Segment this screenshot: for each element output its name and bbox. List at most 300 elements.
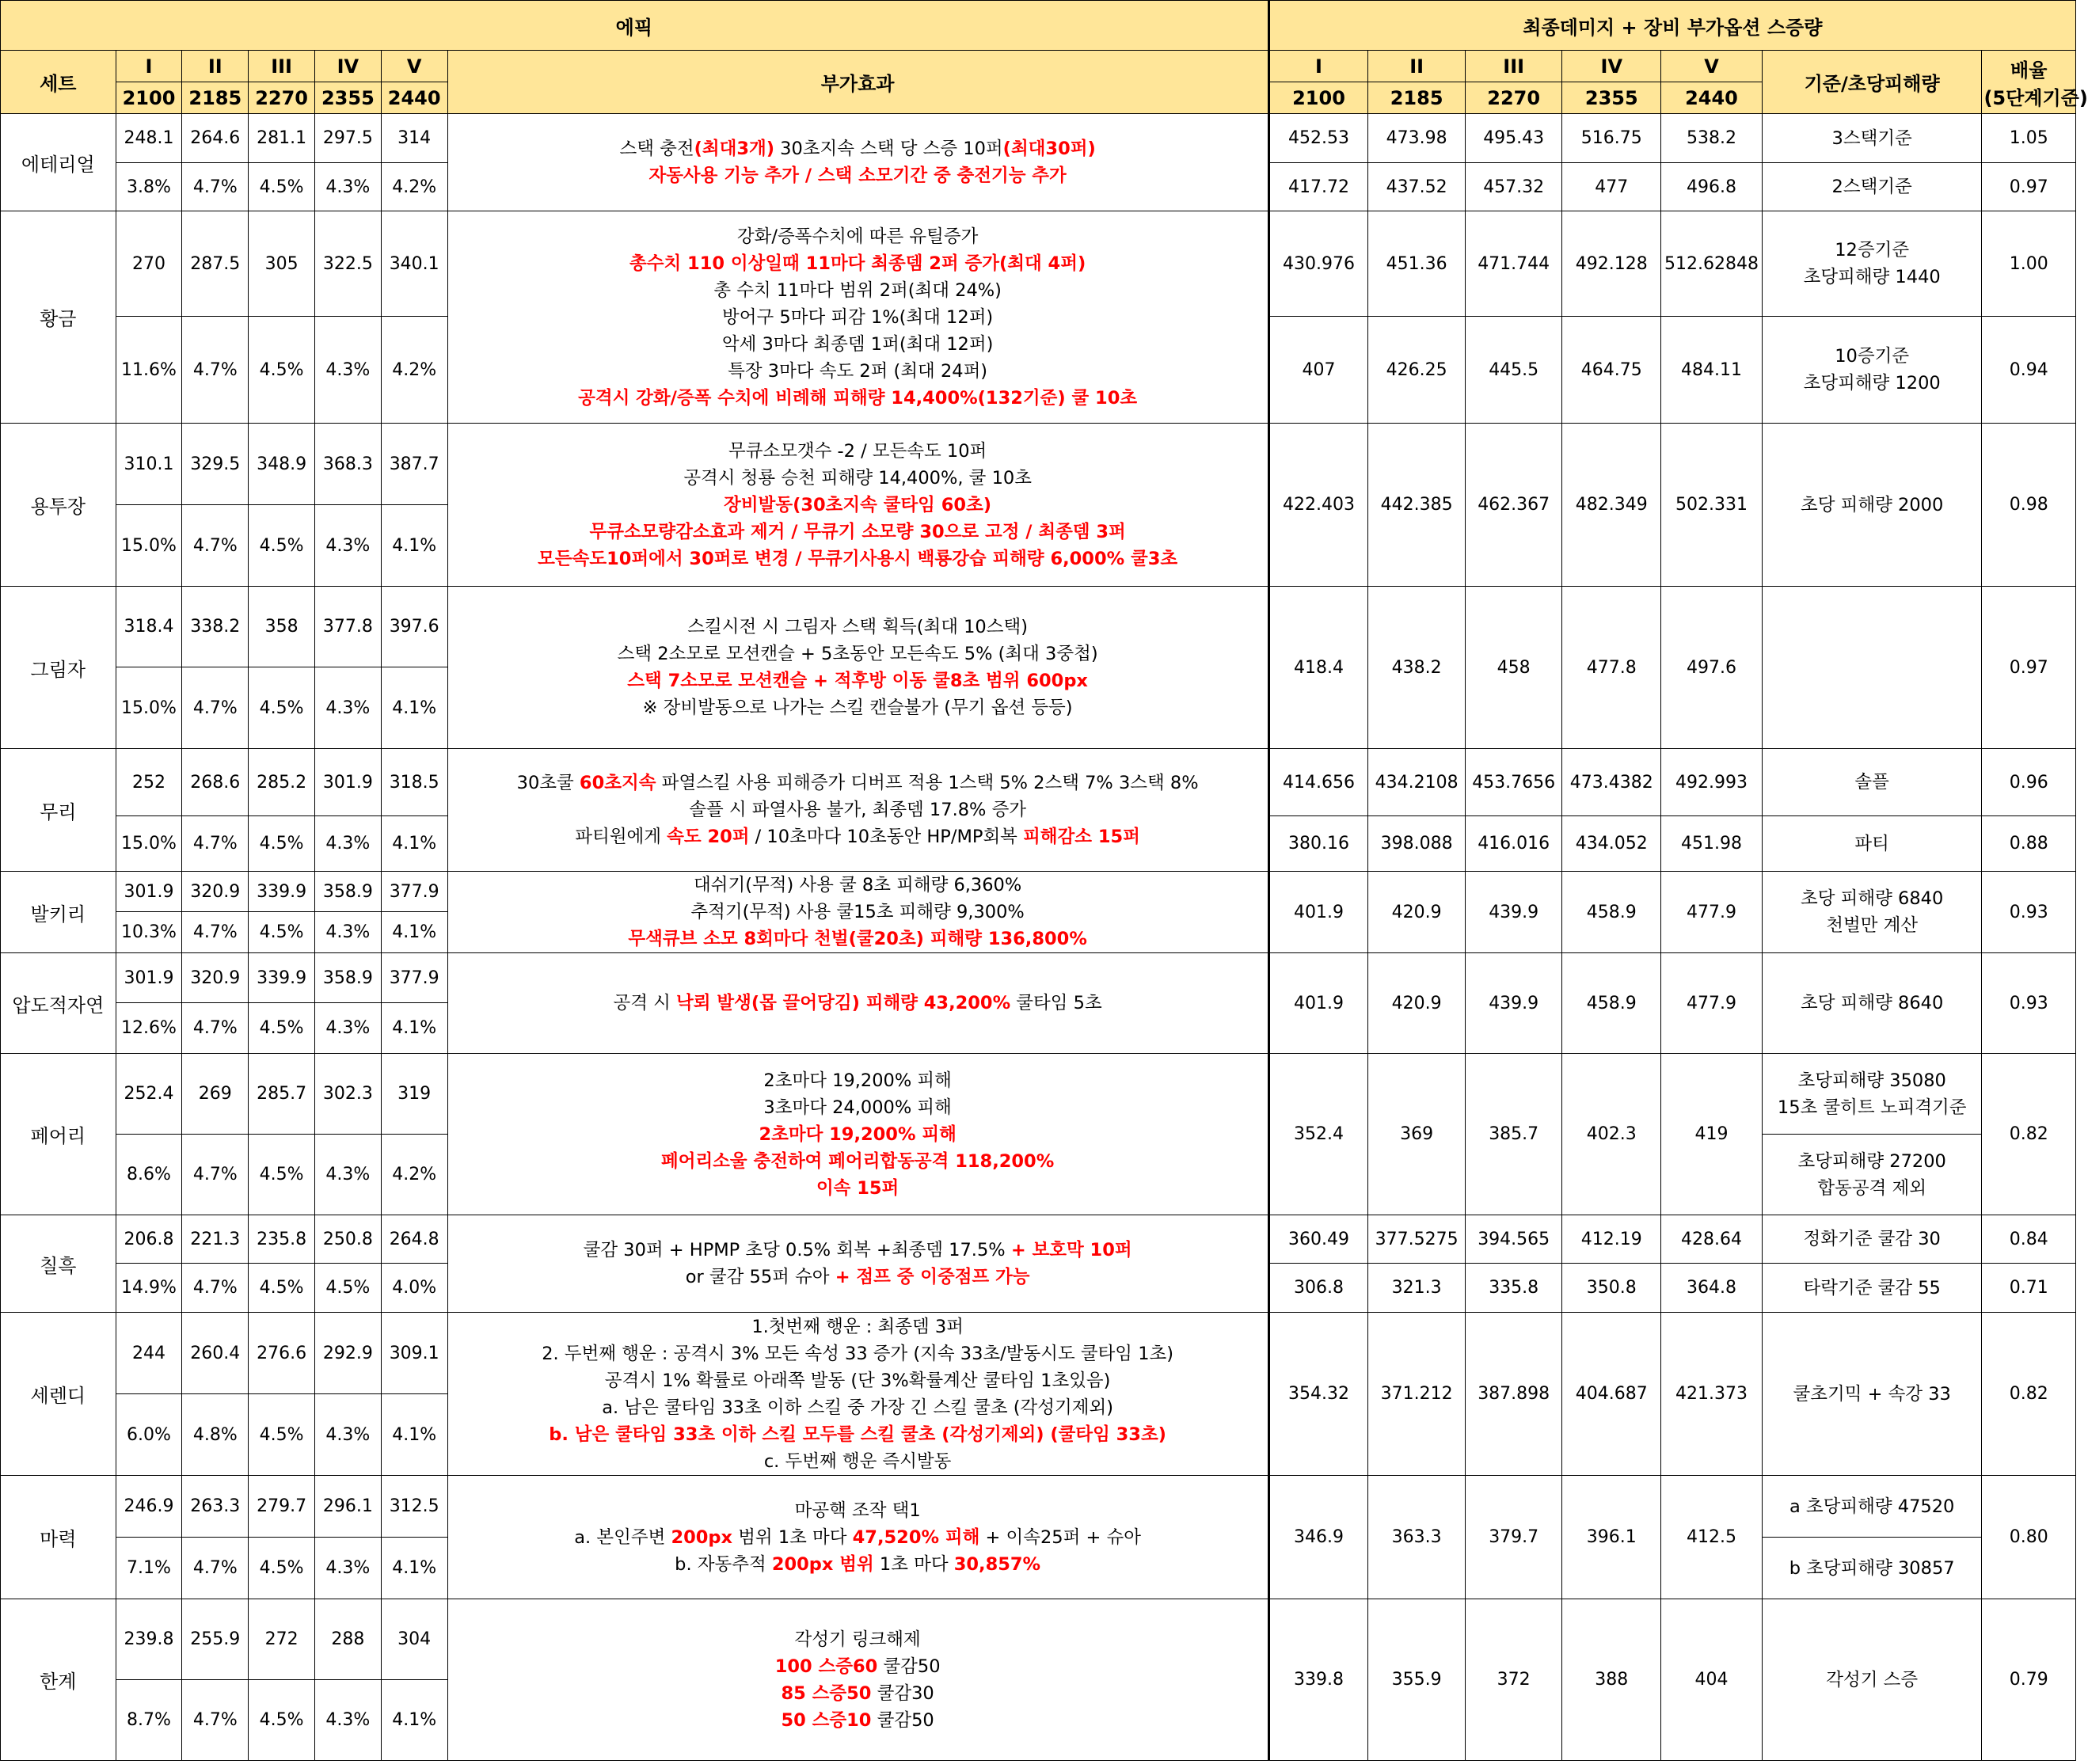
- set-name: 그림자: [1, 587, 116, 749]
- effect-line: [450, 546, 1266, 572]
- epic-value: 263.3: [182, 1476, 249, 1538]
- effect-highlight: 스택 7소모로 모션캔슬 + 적후방 이동 쿨8초 범위 600px: [627, 671, 1088, 691]
- set-name: 황금: [1, 211, 116, 424]
- set-row: [1, 1313, 2076, 1394]
- epic-value: 288: [314, 1599, 381, 1680]
- basis-line: 정화기준 쿨감 30: [1803, 1229, 1941, 1249]
- basis-line: 각성기 스증: [1826, 1669, 1919, 1690]
- basis-line: a 초당피해량 47520: [1789, 1496, 1955, 1517]
- effect-highlight: + 보호막 10퍼: [1010, 1240, 1132, 1260]
- final-value: 372: [1465, 1599, 1562, 1761]
- final-value: 451.36: [1368, 211, 1466, 317]
- final-value: 385.7: [1465, 1054, 1562, 1215]
- effect-text: 대쉬기(무적) 사용 쿨 8초 피해량 6,360%: [694, 875, 1022, 895]
- effect-text: 특장 3마다 속도 2퍼 (최대 24퍼): [728, 360, 988, 382]
- final-value: 418.4: [1268, 587, 1368, 749]
- final-value: 401.9: [1268, 953, 1368, 1054]
- set-name: 발키리: [1, 872, 116, 953]
- basis-line: 파티: [1854, 833, 1889, 854]
- epic-value: 304: [381, 1599, 447, 1680]
- epic-percent: 4.1%: [381, 1538, 447, 1599]
- epic-value: 348.9: [249, 424, 315, 505]
- epic-percent: 11.6%: [116, 317, 182, 424]
- epic-value: 339.9: [249, 872, 315, 912]
- effect-line: [450, 438, 1266, 465]
- effect-line: [450, 277, 1266, 304]
- effect-highlight: b. 남은 쿨타임 33초 이하 스킬 모두를 스킬 쿨초 (각성기제외) (쿨타임 33초): [549, 1424, 1166, 1445]
- effect-highlight: 페어리소울 충전하여 페어리합동공격 118,200%: [660, 1150, 1055, 1172]
- effect-highlight: 낙뢰 발생(몹 끌어당김) 피해량 43,200%: [676, 993, 1011, 1013]
- epic-value: 318.5: [381, 749, 447, 816]
- basis-line: 2스택기준: [1831, 177, 1912, 197]
- effect-line: [450, 223, 1266, 250]
- epic-value: 310.1: [116, 424, 182, 505]
- final-value: 458.9: [1562, 872, 1661, 953]
- epic-level-value: 2355: [314, 82, 381, 114]
- basis-cell: [1762, 872, 1982, 953]
- epic-value: 319: [381, 1054, 447, 1135]
- effect-highlight: 2초마다 19,200% 피해: [759, 1123, 957, 1145]
- effect-line: [450, 614, 1266, 641]
- final-value: 420.9: [1368, 953, 1466, 1054]
- basis-cell: [1762, 953, 1982, 1054]
- epic-value: 269: [182, 1054, 249, 1135]
- epic-value: 248.1: [116, 114, 182, 163]
- effect-text: 스택 2소모로 모션캔슬 + 5초동안 모든속도 5% (최대 3중첩): [617, 644, 1098, 664]
- epic-value: 287.5: [182, 211, 249, 317]
- effect-cell: [447, 114, 1268, 211]
- effect-line: [450, 1237, 1266, 1264]
- epic-value: 260.4: [182, 1313, 249, 1394]
- epic-percent: 4.7%: [182, 1680, 249, 1761]
- final-value: 371.212: [1368, 1313, 1466, 1476]
- epic-percent: 15.0%: [116, 667, 182, 749]
- final-value: 420.9: [1368, 872, 1466, 953]
- effect-highlight: 무색큐브 소모 8회마다 천벌(쿨20초) 피해량 136,800%: [628, 929, 1087, 949]
- epic-value: 272: [249, 1599, 315, 1680]
- effect-line: [450, 519, 1266, 546]
- final-value: 412.5: [1661, 1476, 1763, 1599]
- epic-percent: 4.7%: [182, 912, 249, 953]
- epic-value: 358.9: [314, 872, 381, 912]
- set-name: 압도적자연: [1, 953, 116, 1054]
- epic-value: 387.7: [381, 424, 447, 505]
- basis-line: 초당피해량 1440: [1803, 267, 1941, 287]
- epic-percent: 4.5%: [249, 1003, 315, 1054]
- final-value: 350.8: [1562, 1264, 1661, 1313]
- multiplier-value: 0.71: [1982, 1264, 2076, 1313]
- epic-percent: 4.1%: [381, 1003, 447, 1054]
- final-value: 412.19: [1562, 1215, 1661, 1264]
- epic-percent: 4.3%: [314, 1003, 381, 1054]
- epic-percent: 4.5%: [249, 1394, 315, 1476]
- epic-value: 329.5: [182, 424, 249, 505]
- basis-line: 초당피해량 35080: [1797, 1070, 1946, 1091]
- epic-percent: 4.3%: [314, 1538, 381, 1599]
- basis-cell: [1762, 587, 1982, 749]
- final-value: 434.052: [1562, 816, 1661, 872]
- multiplier-header-line: 배율: [2010, 59, 2048, 82]
- multiplier-value: 0.98: [1982, 424, 2076, 587]
- epic-percent: 4.5%: [249, 163, 315, 211]
- epic-percent: 4.5%: [249, 912, 315, 953]
- final-level-header: IV: [1562, 51, 1661, 82]
- set-name: 세렌디: [1, 1313, 116, 1476]
- epic-value: 244: [116, 1313, 182, 1394]
- epic-level-value: 2185: [182, 82, 249, 114]
- epic-level-header: IV: [314, 51, 381, 82]
- final-level-value: 2100: [1268, 82, 1368, 114]
- basis-cell: [1762, 424, 1982, 587]
- effect-line: [450, 796, 1266, 823]
- final-value: 458.9: [1562, 953, 1661, 1054]
- final-value: 354.32: [1268, 1313, 1368, 1476]
- final-level-header: I: [1268, 51, 1368, 82]
- effect-text: 총 수치 11마다 범위 2퍼(최대 24%): [713, 279, 1002, 301]
- set-row: [1, 424, 2076, 505]
- effect-highlight: 60초지속: [579, 773, 656, 793]
- final-value: 497.6: [1661, 587, 1763, 749]
- epic-percent: 4.1%: [381, 816, 447, 872]
- effect-text: 1.첫번째 행운 : 최종뎀 3퍼: [751, 1316, 964, 1337]
- effect-text: or 쿨감 55퍼 슈아: [685, 1267, 835, 1287]
- final-value: 439.9: [1465, 872, 1562, 953]
- effect-text: 파열스킬 사용 피해증가 디버프 적용 1스택 5% 2스택 7% 3스택 8%: [656, 773, 1199, 793]
- effect-text: a. 본인주변: [574, 1526, 671, 1548]
- epic-value: 339.9: [249, 953, 315, 1003]
- multiplier-value: 0.80: [1982, 1476, 2076, 1599]
- effect-highlight: 100 스증60: [774, 1656, 878, 1677]
- effect-highlight: 모든속도10퍼에서 30퍼로 변경 / 무큐기사용시 백룡강습 피해량 6,000% 쿨3초: [538, 548, 1178, 569]
- epic-percent: 4.7%: [182, 1538, 249, 1599]
- epic-percent: 4.3%: [314, 912, 381, 953]
- epic-value: 206.8: [116, 1215, 182, 1264]
- final-value: 398.088: [1368, 816, 1466, 872]
- multiplier-value: 1.00: [1982, 211, 2076, 317]
- final-value: 477.8: [1562, 587, 1661, 749]
- basis-line: 초당 피해량 6840: [1801, 888, 1944, 909]
- effect-line: [450, 1067, 1266, 1094]
- final-value: 437.52: [1368, 163, 1466, 211]
- effect-line: [450, 1175, 1266, 1202]
- epic-value: 285.2: [249, 749, 315, 816]
- epic-percent: 4.3%: [314, 1135, 381, 1215]
- epic-percent: 4.1%: [381, 1394, 447, 1476]
- basis-line: 초당피해량 1200: [1803, 373, 1941, 393]
- epic-percent: 4.5%: [249, 1135, 315, 1215]
- basis-cell: [1762, 816, 1982, 872]
- effect-highlight: 무큐소모량감소효과 제거 / 무큐기 소모량 30으로 고정 / 최종뎀 3퍼: [589, 521, 1126, 542]
- epic-percent: 4.7%: [182, 667, 249, 749]
- epic-value: 377.8: [314, 587, 381, 667]
- effect-cell: [447, 872, 1268, 953]
- epic-percent: 4.5%: [249, 1264, 315, 1313]
- effect-text: 30초쿨: [516, 773, 580, 793]
- final-value: 471.744: [1465, 211, 1562, 317]
- effect-line: [450, 990, 1266, 1017]
- epic-value: 292.9: [314, 1313, 381, 1394]
- epic-value: 301.9: [116, 872, 182, 912]
- final-value: 495.43: [1465, 114, 1562, 163]
- epic-percent: 7.1%: [116, 1538, 182, 1599]
- final-value: 430.976: [1268, 211, 1368, 317]
- final-value: 339.8: [1268, 1599, 1368, 1761]
- set-row: [1, 1599, 2076, 1680]
- final-value: 477.9: [1661, 953, 1763, 1054]
- final-value: 421.373: [1661, 1313, 1763, 1476]
- epic-level-header: I: [116, 51, 182, 82]
- effect-highlight: 총수치 110 이상일때 11마다 최종뎀 2퍼 증가(최대 4퍼): [629, 253, 1086, 274]
- basis-line: 초당피해량 27200: [1797, 1150, 1946, 1172]
- effect-highlight: 200px 범위: [771, 1553, 874, 1575]
- effect-highlight: + 점프 중 이중점프 가능: [835, 1267, 1030, 1287]
- effect-highlight: (최대30퍼): [1002, 139, 1096, 159]
- epic-percent: 4.1%: [381, 505, 447, 587]
- effect-text: c. 두번째 행운 즉시발동: [763, 1450, 952, 1472]
- effect-highlight: 장비발동(30초지속 쿨타임 60초): [724, 494, 992, 515]
- final-value: 442.385: [1368, 424, 1466, 587]
- epic-percent: 4.7%: [182, 1135, 249, 1215]
- effect-line: [450, 385, 1266, 412]
- effect-line: [450, 1313, 1266, 1340]
- epic-level-value: 2100: [116, 82, 182, 114]
- epic-value: 297.5: [314, 114, 381, 163]
- final-level-header: V: [1661, 51, 1763, 82]
- effect-cell: [447, 749, 1268, 872]
- effect-text: 각성기 링크해제: [794, 1629, 921, 1650]
- basis-cell: [1762, 211, 1982, 317]
- epic-percent: 10.3%: [116, 912, 182, 953]
- epic-percent: 4.5%: [249, 1680, 315, 1761]
- effect-line: [450, 1497, 1266, 1524]
- epic-value: 397.6: [381, 587, 447, 667]
- basis-cell: [1762, 1054, 1982, 1135]
- effect-cell: [447, 1215, 1268, 1313]
- effect-cell: [447, 211, 1268, 424]
- effect-text: 스택 충전: [619, 139, 694, 159]
- effect-line: [450, 1367, 1266, 1394]
- final-level-value: 2185: [1368, 82, 1466, 114]
- effect-highlight: 속도 20퍼: [667, 827, 750, 847]
- effect-text: 쿨감50: [871, 1709, 934, 1731]
- final-value: 364.8: [1661, 1264, 1763, 1313]
- multiplier-value: 0.97: [1982, 163, 2076, 211]
- effect-line: [450, 823, 1266, 850]
- epic-percent: 4.7%: [182, 163, 249, 211]
- set-name: 에테리얼: [1, 114, 116, 211]
- effect-text: + 이속25퍼 + 슈아: [979, 1526, 1141, 1548]
- set-column-header: 세트: [1, 51, 116, 114]
- epic-value: 340.1: [381, 211, 447, 317]
- basis-cell: [1762, 317, 1982, 424]
- effect-line: [450, 641, 1266, 667]
- set-row: [1, 749, 2076, 816]
- final-value: 394.565: [1465, 1215, 1562, 1264]
- epic-percent: 4.1%: [381, 667, 447, 749]
- final-value: 473.98: [1368, 114, 1466, 163]
- epic-group-header: 에픽: [1, 1, 1269, 51]
- epic-percent: 4.2%: [381, 163, 447, 211]
- epic-percent: 4.2%: [381, 317, 447, 424]
- basis-line: 초당 피해량 8640: [1801, 993, 1944, 1013]
- effect-text: 스킬시전 시 그림자 스택 획득(최대 10스택): [687, 617, 1028, 637]
- final-value: 402.3: [1562, 1054, 1661, 1215]
- epic-value: 221.3: [182, 1215, 249, 1264]
- epic-percent: 4.7%: [182, 317, 249, 424]
- final-value: 360.49: [1268, 1215, 1368, 1264]
- epic-percent: 4.5%: [249, 505, 315, 587]
- epic-value: 246.9: [116, 1476, 182, 1538]
- effect-highlight: 공격시 강화/증폭 수치에 비례해 피해량 14,400%(132기준) 쿨 10초: [578, 387, 1138, 409]
- basis-line: 타락기준 쿨감 55: [1803, 1277, 1941, 1298]
- final-value: 538.2: [1661, 114, 1763, 163]
- multiplier-value: 1.05: [1982, 114, 2076, 163]
- final-value: 451.98: [1661, 816, 1763, 872]
- final-value: 502.331: [1661, 424, 1763, 587]
- effect-line: [450, 770, 1266, 796]
- effect-line: [450, 1394, 1266, 1421]
- multiplier-value: 0.93: [1982, 872, 2076, 953]
- effect-line: [450, 1264, 1266, 1291]
- effect-line: [450, 1524, 1266, 1551]
- final-value: 388: [1562, 1599, 1661, 1761]
- effect-cell: [447, 1476, 1268, 1599]
- set-row: [1, 1215, 2076, 1264]
- epic-value: 322.5: [314, 211, 381, 317]
- final-value: 458: [1465, 587, 1562, 749]
- effect-text: 공격시 청룡 승천 피해량 14,400%, 쿨 10초: [683, 467, 1032, 489]
- epic-percent: 4.5%: [249, 317, 315, 424]
- epic-value: 270: [116, 211, 182, 317]
- multiplier-value: 0.97: [1982, 587, 2076, 749]
- final-value: 492.128: [1562, 211, 1661, 317]
- set-row: [1, 1476, 2076, 1538]
- final-value: 484.11: [1661, 317, 1763, 424]
- final-value: 346.9: [1268, 1476, 1368, 1599]
- epic-value: 255.9: [182, 1599, 249, 1680]
- effect-text: 방어구 5마다 피감 1%(최대 12퍼): [722, 306, 994, 328]
- multiplier-value: 0.96: [1982, 749, 2076, 816]
- epic-value: 252: [116, 749, 182, 816]
- basis-line: 쿨초기믹 + 속강 33: [1793, 1383, 1951, 1405]
- epic-percent: 4.2%: [381, 1135, 447, 1215]
- basis-cell: [1762, 1135, 1982, 1215]
- epic-value: 264.6: [182, 114, 249, 163]
- epic-percent: 4.1%: [381, 1680, 447, 1761]
- epic-percent: 4.7%: [182, 1003, 249, 1054]
- effect-cell: [447, 953, 1268, 1054]
- epic-level-header: II: [182, 51, 249, 82]
- effect-line: [450, 872, 1266, 899]
- epic-percent: 4.1%: [381, 912, 447, 953]
- final-value: 369: [1368, 1054, 1466, 1215]
- epic-percent: 4.5%: [249, 816, 315, 872]
- epic-value: 305: [249, 211, 315, 317]
- basis-cell: [1762, 1313, 1982, 1476]
- effect-line: [450, 1148, 1266, 1175]
- epic-percent: 8.6%: [116, 1135, 182, 1215]
- final-value: 426.25: [1368, 317, 1466, 424]
- final-value: 401.9: [1268, 872, 1368, 953]
- effect-cell: [447, 1313, 1268, 1476]
- final-value: 416.016: [1465, 816, 1562, 872]
- epic-value: 338.2: [182, 587, 249, 667]
- set-row: [1, 953, 2076, 1003]
- epic-percent: 4.5%: [249, 1538, 315, 1599]
- effect-text: 범위 1초 마다: [732, 1526, 853, 1548]
- epic-percent: 15.0%: [116, 505, 182, 587]
- epic-value: 250.8: [314, 1215, 381, 1264]
- basis-line: 10증기준: [1835, 346, 1910, 367]
- effect-text: a. 남은 쿨타임 33초 이하 스킬 중 가장 긴 스킬 쿨초 (각성기제외): [602, 1397, 1113, 1418]
- final-level-value: 2440: [1661, 82, 1763, 114]
- final-value: 482.349: [1562, 424, 1661, 587]
- effect-highlight: 47,520% 피해: [852, 1526, 980, 1548]
- effect-line: [450, 1551, 1266, 1578]
- final-value: 387.898: [1465, 1313, 1562, 1476]
- final-level-value: 2270: [1465, 82, 1562, 114]
- final-value: 438.2: [1368, 587, 1466, 749]
- set-name: 한계: [1, 1599, 116, 1761]
- final-value: 473.4382: [1562, 749, 1661, 816]
- epic-value: 358: [249, 587, 315, 667]
- effect-line: [450, 1340, 1266, 1367]
- set-row: [1, 211, 2076, 317]
- final-value: 335.8: [1465, 1264, 1562, 1313]
- multiplier-value: 0.82: [1982, 1054, 2076, 1215]
- effect-line: [450, 465, 1266, 492]
- effect-line: [450, 1626, 1266, 1653]
- final-value: 464.75: [1562, 317, 1661, 424]
- epic-percent: 4.3%: [314, 667, 381, 749]
- set-row: [1, 587, 2076, 667]
- multiplier-value: 0.79: [1982, 1599, 2076, 1761]
- final-value: 496.8: [1661, 163, 1763, 211]
- basis-cell: [1762, 163, 1982, 211]
- effect-cell: [447, 587, 1268, 749]
- basis-line: 12증기준: [1835, 240, 1910, 260]
- final-value: 457.32: [1465, 163, 1562, 211]
- epic-value: 301.9: [116, 953, 182, 1003]
- final-value: 404: [1661, 1599, 1763, 1761]
- effect-line: [450, 304, 1266, 331]
- epic-value: 268.6: [182, 749, 249, 816]
- effect-line: [450, 1653, 1266, 1680]
- final-value: 417.72: [1268, 163, 1368, 211]
- epic-value: 358.9: [314, 953, 381, 1003]
- epic-percent: 4.3%: [314, 816, 381, 872]
- final-value: 516.75: [1562, 114, 1661, 163]
- effect-cell: [447, 1599, 1268, 1761]
- epic-percent: 4.7%: [182, 505, 249, 587]
- effect-text: 30초지속 스택 당 스증 10퍼: [774, 139, 1003, 159]
- effect-text: 2. 두번째 행운 : 공격시 3% 모든 속성 33 증가 (지속 33초/발동시도 쿨타임 1초): [542, 1343, 1174, 1364]
- effect-line: [450, 492, 1266, 519]
- effect-text: 쿨감50: [877, 1656, 941, 1677]
- multiplier-value: 0.82: [1982, 1313, 2076, 1476]
- set-row: [1, 114, 2076, 163]
- epic-value: 377.9: [381, 872, 447, 912]
- final-value: 414.656: [1268, 749, 1368, 816]
- final-level-value: 2355: [1562, 82, 1661, 114]
- final-value: 453.7656: [1465, 749, 1562, 816]
- final-value: 477: [1562, 163, 1661, 211]
- final-value: 428.64: [1661, 1215, 1763, 1264]
- epic-value: 377.9: [381, 953, 447, 1003]
- epic-value: 264.8: [381, 1215, 447, 1264]
- epic-level-value: 2440: [381, 82, 447, 114]
- basis-line: 합동공격 제외: [1817, 1177, 1926, 1199]
